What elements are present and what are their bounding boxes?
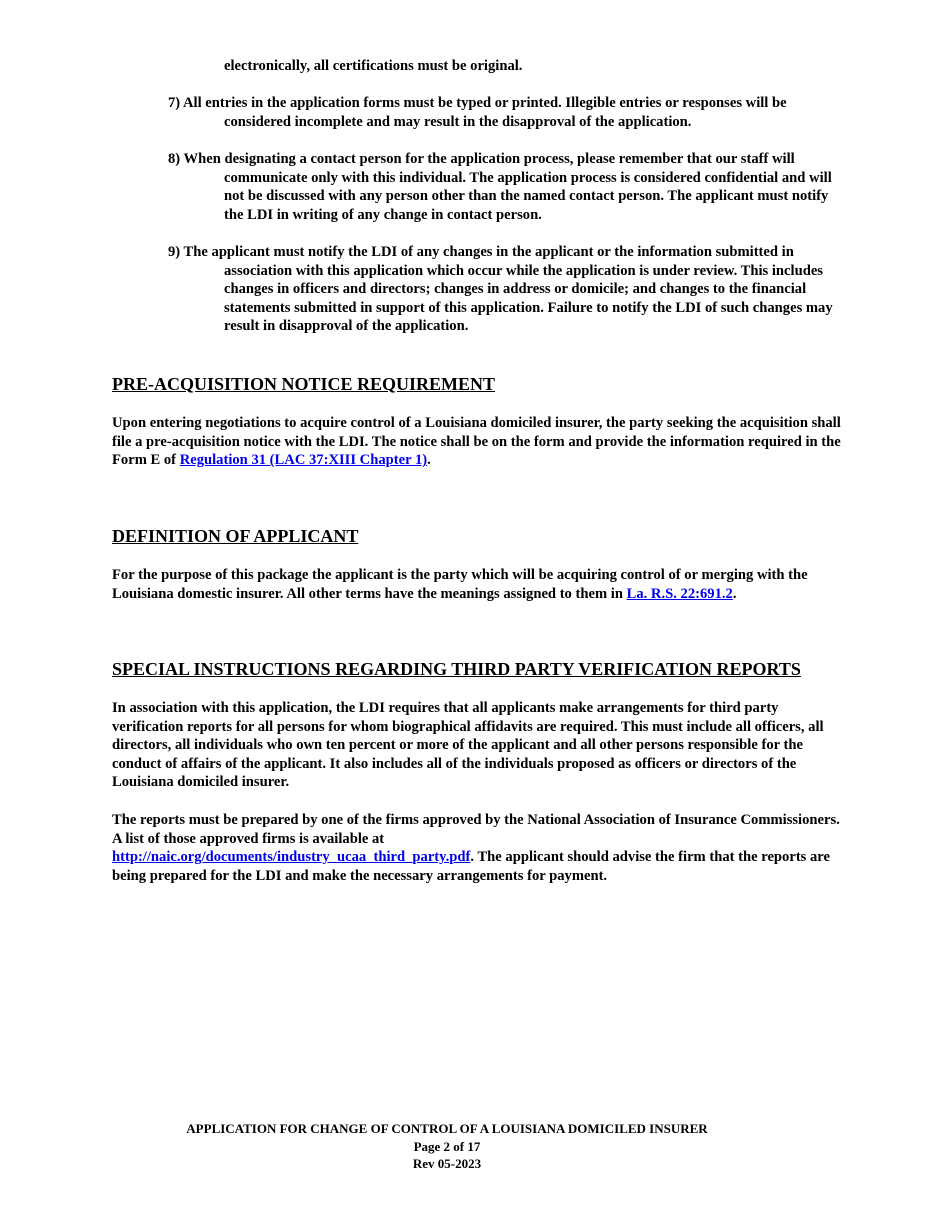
preacquisition-heading: PRE-ACQUISITION NOTICE REQUIREMENT	[112, 374, 496, 394]
special-para2-text-end: . The applicant should advise the firm that the reports are being prepared for the LDI and make the necessary arrangements for payment.	[112, 849, 830, 884]
list-item-9-first-line: 9) The applicant must notify the LDI of any changes in the applicant or the information submitted in	[168, 244, 794, 260]
la-rs-link[interactable]: La. R.S. 22:691.2	[626, 585, 733, 602]
footer-revision: Rev 05-2023	[412, 1156, 482, 1171]
naic-link[interactable]: http://naic.org/documents/industry_ucaa_third_party.pdf	[112, 849, 471, 866]
preacquisition-paragraph	[112, 414, 852, 470]
list-item-9-rest: association with this application which occur while the application is under review. This includes changes in officers and directors; changes in address or domicile; and changes to the financial statements submitted in support of this application. Failure to notify the LDI of such changes may result in disapproval of the application.	[224, 262, 833, 335]
definition-heading: DEFINITION OF APPLICANT	[112, 526, 359, 546]
list-item-7	[168, 94, 844, 131]
footer-title: APPLICATION FOR CHANGE OF CONTROL OF A LOUISIANA DOMICILED INSURER	[186, 1121, 708, 1136]
list-item-6-continuation: electronically, all certifications must be original.	[224, 58, 523, 74]
list-item-9	[168, 243, 844, 336]
definition-text: For the purpose of this package the applicant is the party which will be acquiring control of or merging with the Louisiana domestic insurer. All other terms have the meanings assigned to them in	[112, 567, 808, 602]
preacquisition-text-end: .	[427, 452, 431, 469]
definition-paragraph	[112, 566, 852, 603]
list-item-8-first-line: 8) When designating a contact person for the application process, please remember that our staff will	[168, 151, 795, 167]
preacquisition-text: Upon entering negotiations to acquire control of a Louisiana domiciled insurer, the party seeking the acquisition shall file a pre-acquisition notice with the LDI. The notice shall be on the form and provide the information required in the Form E of	[112, 415, 841, 469]
special-para2-text: The reports must be prepared by one of the firms approved by the National Association of Insurance Commissioners. A list of those approved firms is available at	[112, 812, 840, 847]
list-item-7-first-line: 7) All entries in the application forms must be typed or printed. Illegible entries or responses will be	[168, 95, 787, 111]
list-item-8-rest: communicate only with this individual. The application process is considered confidential and will not be discussed with any person other than the named contact person. The applicant must notify the LDI in writing of any change in contact person.	[224, 169, 832, 223]
list-item-7-rest: considered incomplete and may result in the disapproval of the application.	[224, 113, 692, 130]
list-item-8	[168, 150, 844, 224]
definition-text-end: .	[732, 585, 737, 602]
page-footer	[0, 1120, 894, 1173]
footer-page-number: Page 2 of 17	[413, 1138, 481, 1154]
special-instructions-paragraph-1: In association with this application, the LDI requires that all applicants make arrangements for third party verification reports for all persons for whom biographical affidavits are required. This must include all officers, all directors, all individuals who own ten percent or more of the applicant and all other persons responsible for the conduct of affairs of the applicant. It also includes all of the individuals proposed as officers or directors of the Louisiana domiciled insurer.	[112, 700, 824, 791]
special-instructions-heading: SPECIAL INSTRUCTIONS REGARDING THIRD PARTY VERIFICATION REPORTS	[112, 659, 801, 679]
special-instructions-paragraph-2	[112, 811, 852, 885]
regulation-31-link[interactable]: Regulation 31 (LAC 37:XIII Chapter 1)	[179, 452, 428, 469]
